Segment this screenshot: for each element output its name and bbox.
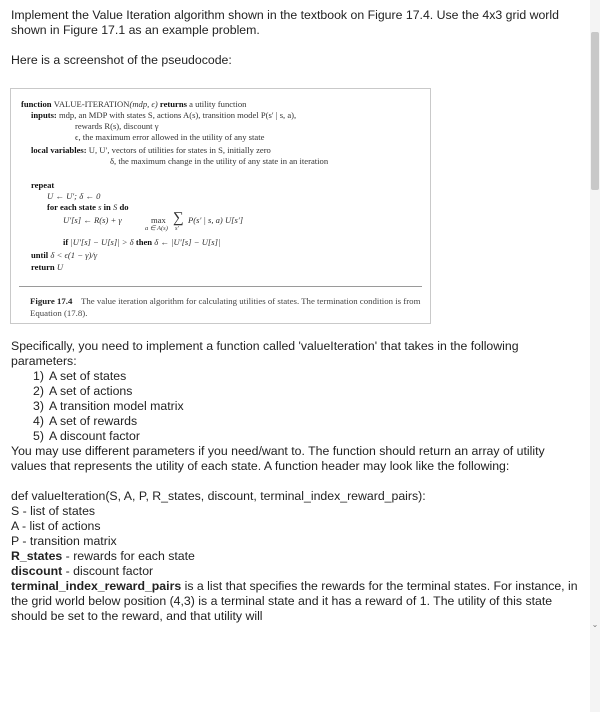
intro-section [11, 8, 581, 68]
vertical-scrollbar[interactable] [590, 0, 600, 712]
pseudo-for: for each state s in S do [47, 202, 129, 212]
pseudo-update-rhs: P(s′ | s, a) U[s′] [188, 215, 244, 225]
list-item: 5) A discount factor [33, 429, 140, 443]
sum-symbol: ∑ [173, 210, 184, 226]
pseudo-divider [19, 286, 422, 287]
pseudo-repeat: repeat [31, 180, 55, 190]
function-header-block [11, 489, 581, 624]
terminal-paragraph: terminal_index_reward_pairs is a list that specifies the rewards for the terminal states. For instance, in the grid world below position (4,3) is a terminal state and it has a reward of 1. The utility of this state should be set to the reward, and that utility will [11, 579, 578, 623]
pseudo-max-sub: a ∈ A(s) [145, 225, 168, 232]
list-item: 4) A set of rewards [33, 414, 138, 428]
scroll-down-icon[interactable]: ⌄ [591, 620, 599, 629]
pseudo-assign: U ← U′; δ ← 0 [47, 191, 101, 201]
spec-paragraph: Specifically, you need to implement a function called 'valueIteration' that takes in the following parameters: [11, 339, 519, 368]
pseudo-inputs-3: ϵ, the maximum error allowed in the utility of any state [75, 132, 265, 142]
specification-section [11, 339, 581, 624]
list-item: 3) A transition model matrix [33, 399, 184, 413]
def-item: A - list of actions [11, 519, 101, 533]
pseudo-header: function VALUE-ITERATION(mdp, ϵ) returns a utility function [21, 99, 247, 109]
scrollbar-thumb[interactable] [591, 32, 599, 190]
def-item: discount - discount factor [11, 564, 154, 578]
screenshot-label: Here is a screenshot of the pseudocode: [11, 53, 232, 67]
def-item: S - list of states [11, 504, 96, 518]
pseudo-inputs: inputs: mdp, an MDP with states S, actions A(s), transition model P(s′ | s, a), [31, 110, 297, 120]
may-use-paragraph: You may use different parameters if you need/want to. The function should return an array of utility values that represents the utility of each state. A function header may look like the following: [11, 444, 545, 473]
pseudo-locals: local variables: U, U′, vectors of utilities for states in S, initially zero [31, 145, 271, 155]
pseudo-if: if |U′[s] − U[s]| > δ then δ ← |U′[s] − U[s]| [63, 237, 221, 247]
pseudo-update-lhs: U′[s] ← R(s) + γ [63, 215, 122, 225]
pseudo-inputs-2: rewards R(s), discount γ [75, 121, 159, 131]
list-item: 1) A set of states [33, 369, 127, 383]
pseudocode-screenshot [10, 88, 431, 324]
def-item: P - transition matrix [11, 534, 117, 548]
pseudo-locals-2: δ, the maximum change in the utility of any state in an iteration [110, 156, 329, 166]
pseudo-until: until δ < ϵ(1 − γ)/γ [31, 250, 98, 260]
pseudo-max: max [151, 215, 166, 225]
list-item: 2) A set of actions [33, 384, 133, 398]
def-item: R_states - rewards for each state [11, 549, 195, 563]
pseudo-sum-sub: s′ [175, 225, 179, 232]
parameter-list [11, 369, 581, 444]
pseudo-return: return U [31, 262, 64, 272]
figure-caption: Figure 17.4 The value iteration algorithm for calculating utilities of states. The termination condition is from Equation (17.8). [30, 296, 421, 318]
intro-paragraph: Implement the Value Iteration algorithm shown in the textbook on Figure 17.4. Use the 4x3 grid world shown in Figure 17.1 as an example problem. [11, 8, 559, 37]
def-line: def valueIteration(S, A, P, R_states, discount, terminal_index_reward_pairs): [11, 489, 426, 503]
